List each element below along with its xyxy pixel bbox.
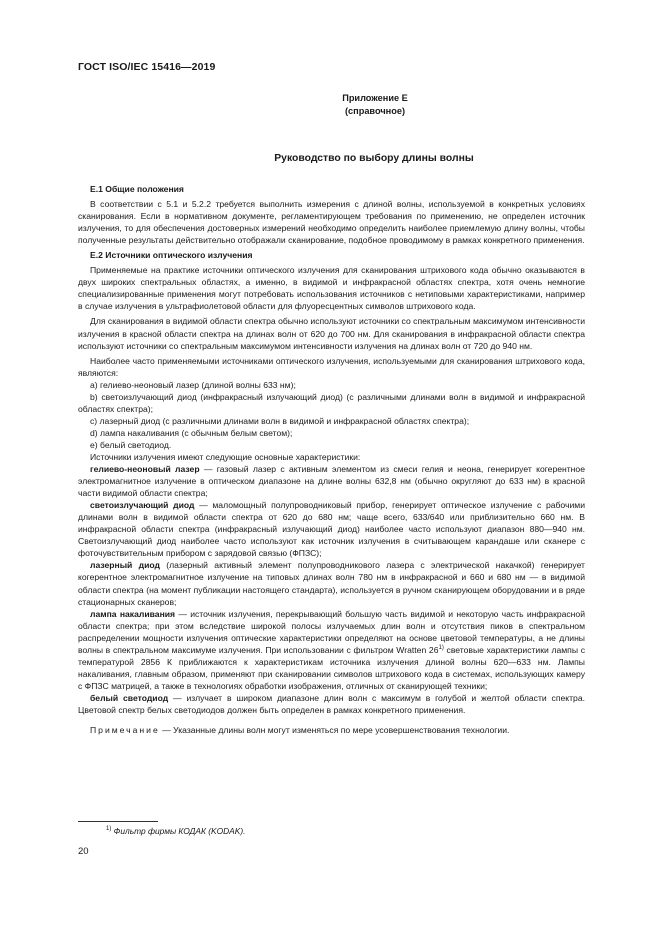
footnote-mark: 1): [106, 826, 112, 833]
definition-term: лампа накаливания: [90, 608, 176, 619]
footnote: [106, 826, 245, 836]
document-header: ГОСТ ISO/IEC 15416—2019: [78, 61, 216, 73]
section-heading-e2: Е.2 Источники оптического излучения: [90, 250, 253, 261]
definition-term: гелиево-неоновый лазер: [90, 464, 200, 475]
list-item: c) лазерный диод (с различными длинами волн в видимой и инфракрасной областях спектра);: [90, 415, 470, 426]
annex-heading: [80, 92, 661, 118]
list-item: e) белый светодиод.: [90, 439, 172, 450]
paragraph: Применяемые на практике источники оптического излучения для сканирования штрихового кода обычно оказываются в двух широких спектральных областях, а именно, в видимой и инфракрасной областях спектра, хотя очень немногие специализированные применения могут потребовать использования источников с нетиповыми характеристиками, например в случае излучения в ультрафиолетовой области для флуоресцентных символов штрихового кода.: [78, 265, 585, 312]
list-item: a) гелиево-неоновый лазер (длиной волны 633 нм);: [90, 379, 296, 390]
definition-text: (лазерный активный элемент полупроводникового лазера с электрической накачкой) генерирует когерентное электромагнитное излучение на типовых длинах волн 780 нм в инфракрасной и 660 и 680 нм — в видимой области спектра (на момент публикации настоящего стандарта), используется в ручном сканирующем оборудовании и в ряде стационарных сканеров;: [78, 560, 585, 607]
definition-paragraph: [78, 692, 585, 716]
list-item: b) светоизлучающий диод (инфракрасный излучающий диод) (с различными длинами волн в видимой и инфракрасной областях спектра);: [78, 391, 585, 414]
section-heading-e1: Е.1 Общие положения: [90, 184, 184, 194]
note: [78, 724, 585, 736]
note-text: — Указанные длины волн могут изменяться по мере усовершенствования технологии.: [159, 725, 510, 736]
footnote-text: Фильтр фирмы КОДАК (KODAK).: [113, 826, 246, 836]
definition-term: белый светодиод: [90, 692, 169, 703]
annex-main-title: Руководство по выбору длины волны: [274, 153, 474, 164]
definition-term: светоизлучающий диод: [90, 500, 195, 511]
definition-paragraph: [78, 608, 585, 692]
paragraph: В соответствии с 5.1 и 5.2.2 требуется выполнить измерения с длиной волны, используемой в конкретных условиях сканирования. Если в нормативном документе, регламентирующем требования по применению, не определен источник излучения, то для обеспечения достоверных измерений необходимо определить наиболее приемлемую длину волны, чтобы полученные результаты действительно отображали сканирование, подобное проводимому в рамках конкретного применения.: [78, 199, 585, 246]
list-item: d) лампа накаливания (с обычным белым светом);: [90, 427, 293, 438]
definition-paragraph: [78, 463, 585, 499]
definition-text: — источник излучения, перекрывающий большую часть видимой и некоторую часть инфракрасной области спектра; при этом вследствие широкой полосы излучаемых длин волн и отсутствия пиков в спектральном распределении мощности излучения оптические характеристики определяют на основе цветовой температуры, а не длины волны в спектральном максимуме излучения. При использовании с фильтром Wratten 26: [78, 608, 586, 655]
annex-title: Приложение Е: [342, 93, 408, 103]
annex-subtitle: (справочное): [344, 106, 405, 116]
footnote-separator: [78, 821, 158, 822]
paragraph: Для сканирования в видимой области спектра обычно используют источники со спектральным максимумом интенсивности излучения в красной области спектра на длинах волн от 620 до 700 нм. Для сканирования в инфракрасной области спектра используют источники со спектральным максимумом интенсивности излучения на длинах волн от 720 до 940 нм.: [78, 316, 585, 351]
note-label: Примечание: [90, 725, 160, 736]
definition-paragraph: [78, 499, 585, 559]
paragraph: Наиболее часто применяемыми источниками оптического излучения, используемыми для сканирования штрихового кода, являются:: [78, 355, 585, 378]
definition-text: световые характеристики лампы с температурой 2856 К приближаются к характеристикам источника излучения длиной волны 620—633 нм. Лампы накаливания, главным образом, применяют при сканировании символов штрихового кода в системах, использующих камеру с ФПЗС матрицей, а также в технологиях обработки изображения, отличных от сканирующей техники;: [78, 644, 586, 691]
document-body: [78, 183, 585, 736]
footnote-reference: 1): [438, 644, 444, 651]
paragraph: Источники излучения имеют следующие основные характеристики:: [90, 451, 361, 462]
definition-text: — маломощный полупроводниковый прибор, генерирует оптическое излучение с рабочими длинами волн в видимой области спектра от 620 до 680 нм; чаще всего, 633/640 или приблизительно 660 нм. В инфракрасной области спектра (инфракрасный излучающий диод) наиболее часто используют диапазон 880—940 нм. Светоизлучающий диод наиболее часто используют как источник излучения в считывающем карандаше или сканере с фоточувствительным прибором с зарядовой связью (ФПЗС);: [78, 500, 585, 559]
definition-text: — излучает в широком диапазоне длин волн с максимум в голубой и желтой области спектра. Цветовой спектр белых светодиодов должен быть определен в рамках конкретного применения.: [78, 692, 585, 715]
definition-text: — газовый лазер с активным элементом из смеси гелия и неона, генерирует когерентное электромагнитное излучение в оптическом диапазоне на длине волны 632,8 нм (обычно округляют до 633 нм) в красной части видимой области спектра;: [78, 464, 585, 499]
page-number: 20: [78, 846, 89, 857]
definition-paragraph: [78, 559, 585, 607]
definition-term: лазерный диод: [90, 560, 160, 571]
